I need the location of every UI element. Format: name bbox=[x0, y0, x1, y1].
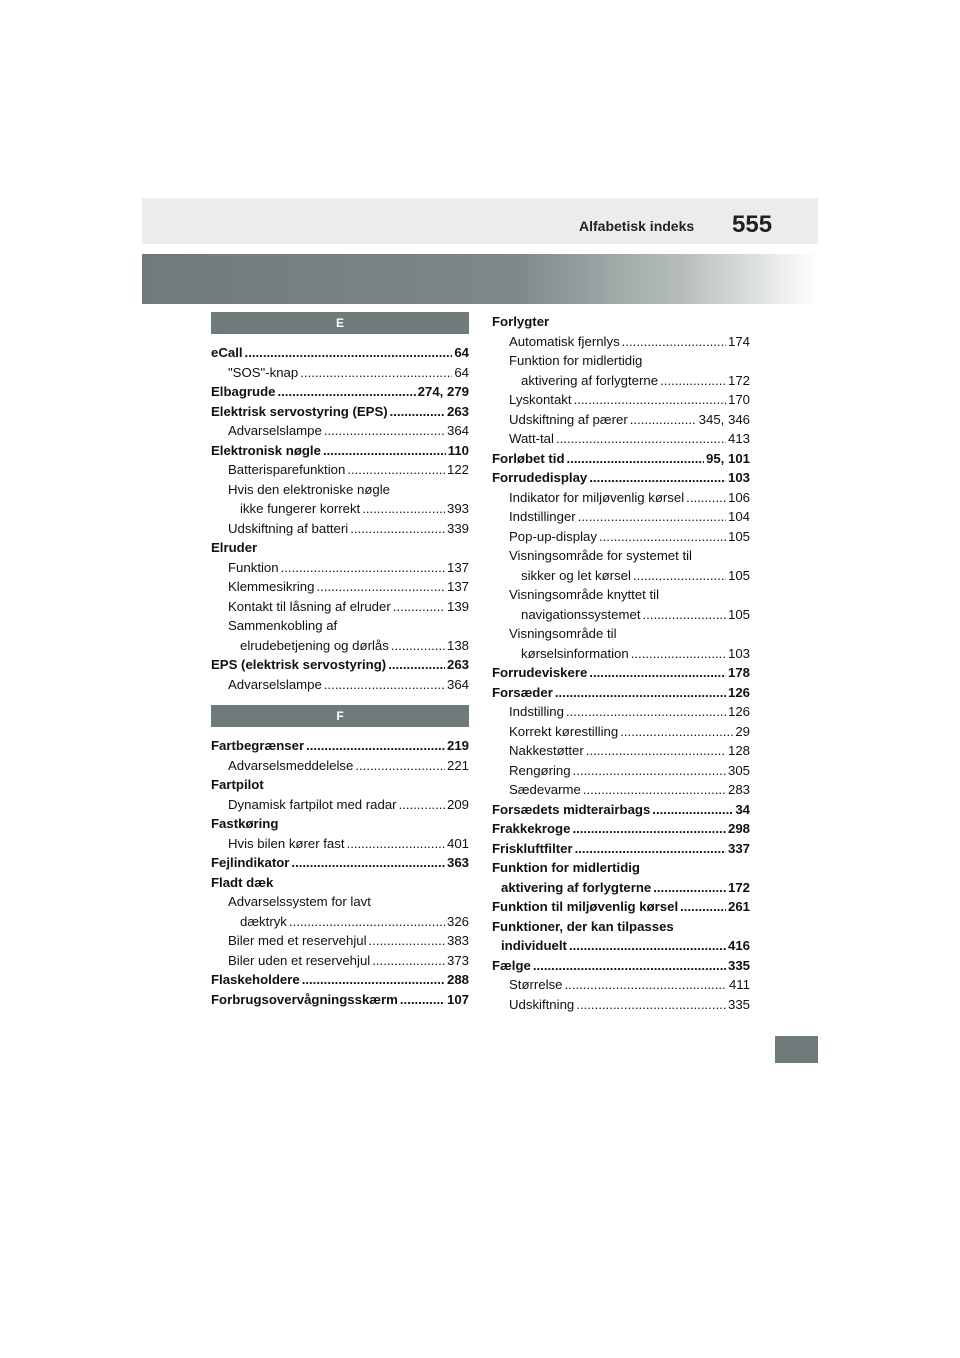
entry-page-ref: 103 bbox=[727, 470, 750, 485]
entry-label: Batterisparefunktion bbox=[228, 462, 346, 477]
dot-leader bbox=[578, 507, 726, 527]
index-entry bbox=[211, 597, 469, 617]
dot-leader bbox=[566, 702, 726, 722]
dot-leader bbox=[660, 371, 726, 391]
entry-page-ref: 345, 346 bbox=[698, 411, 750, 427]
index-entry bbox=[211, 675, 469, 695]
letter-heading: E bbox=[211, 312, 469, 334]
entry-label: Rengøring bbox=[509, 762, 571, 778]
entry-label: Forløbet tid bbox=[492, 450, 565, 466]
entry-page-ref: 335 bbox=[727, 996, 750, 1012]
entry-page-ref: 288 bbox=[446, 972, 469, 987]
dot-leader bbox=[390, 402, 445, 422]
dot-leader bbox=[622, 332, 726, 352]
dot-leader bbox=[391, 636, 445, 656]
entry-label: kørselsinformation bbox=[521, 645, 629, 661]
entry-page-ref: 106 bbox=[727, 489, 750, 505]
index-entry bbox=[492, 800, 750, 820]
index-column-left bbox=[211, 312, 469, 1009]
entry-label: Udskiftning af batteri bbox=[228, 520, 349, 536]
index-entry bbox=[211, 402, 469, 422]
index-entry bbox=[492, 956, 750, 976]
index-entry bbox=[492, 722, 750, 742]
entry-page-ref: 174 bbox=[727, 333, 750, 349]
index-heading-text: Visningsområde knyttet til bbox=[509, 587, 660, 602]
dot-leader bbox=[680, 897, 726, 917]
dot-leader bbox=[599, 527, 726, 547]
entry-label: Frakkekroge bbox=[492, 821, 571, 836]
entry-page-ref: 34 bbox=[735, 801, 750, 817]
index-entry bbox=[492, 975, 750, 995]
entry-page-ref: 364 bbox=[446, 423, 469, 438]
entry-page-ref: 29 bbox=[735, 723, 750, 739]
index-entry bbox=[492, 663, 750, 683]
index-entry bbox=[492, 449, 750, 469]
entry-label: Fejlindikator bbox=[211, 855, 290, 870]
entry-label: Friskluftfilter bbox=[492, 840, 573, 856]
spacer bbox=[211, 694, 469, 705]
dot-leader bbox=[633, 566, 726, 586]
entry-page-ref: 263 bbox=[446, 403, 469, 419]
dot-leader bbox=[574, 390, 726, 410]
dot-leader bbox=[350, 519, 445, 539]
index-entry bbox=[492, 702, 750, 722]
entry-label: Advarselslampe bbox=[228, 423, 322, 438]
entry-label: Watt-tal bbox=[509, 431, 554, 446]
index-entry bbox=[492, 468, 750, 488]
dot-leader bbox=[686, 488, 726, 508]
index-entry bbox=[211, 343, 469, 363]
index-heading-text: Elruder bbox=[211, 540, 258, 555]
entry-page-ref: 138 bbox=[446, 637, 469, 653]
page-number: 555 bbox=[732, 211, 773, 238]
entry-page-ref: 95, 101 bbox=[706, 450, 750, 466]
index-heading-text: Fladt dæk bbox=[211, 874, 274, 890]
dot-leader bbox=[572, 819, 726, 839]
index-entry bbox=[492, 819, 750, 839]
dot-leader bbox=[583, 780, 726, 800]
index-entry bbox=[211, 756, 469, 776]
index-entry bbox=[211, 970, 469, 990]
index-entry bbox=[211, 951, 469, 971]
entry-label: Korrekt kørestilling bbox=[509, 723, 619, 739]
entry-label: Udskiftning bbox=[509, 996, 575, 1012]
entry-label: eCall bbox=[211, 345, 243, 360]
entry-label: Forbrugsovervågningsskærm bbox=[211, 991, 398, 1007]
index-entry bbox=[211, 363, 469, 383]
entry-page-ref: 364 bbox=[446, 676, 469, 692]
dot-leader bbox=[362, 499, 445, 519]
entry-label: Funktion bbox=[228, 559, 279, 575]
index-entry bbox=[492, 995, 750, 1015]
dot-leader bbox=[388, 655, 445, 675]
dot-leader bbox=[277, 382, 415, 402]
entry-label: Biler uden et reservehjul bbox=[228, 952, 371, 968]
entry-page-ref: 221 bbox=[446, 757, 469, 773]
entry-page-ref: 107 bbox=[446, 991, 469, 1007]
index-entry bbox=[492, 566, 750, 586]
index-entry bbox=[211, 912, 469, 932]
entry-label: Forsæder bbox=[492, 684, 553, 700]
index-entry bbox=[211, 834, 469, 854]
entry-label: navigationssystemet bbox=[521, 606, 641, 622]
dot-leader bbox=[589, 468, 726, 488]
dot-leader bbox=[324, 675, 445, 695]
dot-leader bbox=[642, 605, 726, 625]
index-entry bbox=[492, 605, 750, 625]
entry-label: Automatisk fjernlys bbox=[509, 333, 620, 349]
index-entry bbox=[211, 519, 469, 539]
dot-leader bbox=[316, 577, 445, 597]
entry-page-ref: 137 bbox=[446, 559, 469, 575]
entry-label: Forrudedisplay bbox=[492, 470, 588, 485]
entry-page-ref: 170 bbox=[727, 392, 750, 407]
index-heading-text: Forlygter bbox=[492, 314, 550, 329]
dot-leader bbox=[245, 343, 453, 363]
entry-label: Indstilling bbox=[509, 704, 564, 719]
entry-label: Sædevarme bbox=[509, 782, 581, 797]
index-heading-text: Fartpilot bbox=[211, 777, 264, 792]
index-entry bbox=[492, 741, 750, 761]
entry-label: individuelt bbox=[501, 938, 567, 953]
entry-page-ref: 337 bbox=[727, 840, 750, 856]
entry-label: Pop-up-display bbox=[509, 528, 597, 544]
entry-page-ref: 172 bbox=[727, 879, 750, 895]
entry-label: Elektronisk nøgle bbox=[211, 442, 321, 458]
index-entry bbox=[211, 382, 469, 402]
dot-leader bbox=[653, 878, 726, 898]
index-entry bbox=[211, 655, 469, 675]
entry-label: Størrelse bbox=[509, 977, 563, 992]
dot-leader bbox=[289, 912, 445, 932]
index-entry bbox=[492, 488, 750, 508]
dot-leader bbox=[576, 995, 726, 1015]
entry-page-ref: 335 bbox=[727, 957, 750, 973]
dot-leader bbox=[575, 839, 726, 859]
dot-leader bbox=[556, 429, 726, 449]
dot-leader bbox=[399, 795, 445, 815]
entry-label: Indikator for miljøvenlig kørsel bbox=[509, 489, 685, 505]
entry-page-ref: 103 bbox=[727, 645, 750, 661]
entry-page-ref: 413 bbox=[727, 431, 750, 446]
dot-leader bbox=[281, 558, 445, 578]
dot-leader bbox=[567, 449, 704, 469]
entry-page-ref: 172 bbox=[727, 372, 750, 388]
entry-label: Biler med et reservehjul bbox=[228, 933, 367, 948]
letter-heading: F bbox=[211, 705, 469, 727]
entry-page-ref: 178 bbox=[727, 665, 750, 680]
entry-page-ref: 283 bbox=[727, 782, 750, 797]
entry-label: Indstillinger bbox=[509, 509, 576, 524]
entry-page-ref: 209 bbox=[446, 796, 469, 812]
entry-page-ref: 411 bbox=[728, 977, 750, 992]
index-entry bbox=[492, 527, 750, 547]
index-entry bbox=[492, 780, 750, 800]
section-title: Alfabetisk indeks bbox=[579, 218, 695, 234]
dot-leader bbox=[372, 951, 445, 971]
index-entry bbox=[492, 878, 750, 898]
index-entry bbox=[211, 421, 469, 441]
index-heading-text: Advarselssystem for lavt bbox=[228, 894, 371, 909]
dot-leader bbox=[291, 853, 445, 873]
dot-leader bbox=[324, 421, 445, 441]
dot-leader bbox=[300, 363, 452, 383]
entry-page-ref: 110 bbox=[447, 442, 469, 458]
entry-label: EPS (elektrisk servostyring) bbox=[211, 657, 387, 672]
entry-page-ref: 263 bbox=[446, 657, 469, 672]
dot-leader bbox=[533, 956, 726, 976]
entry-label: dæktryk bbox=[240, 913, 287, 929]
dot-leader bbox=[347, 834, 445, 854]
entry-label: aktivering af forlygterne bbox=[501, 879, 652, 895]
dot-leader bbox=[306, 736, 445, 756]
index-entry bbox=[211, 577, 469, 597]
entry-page-ref: 105 bbox=[727, 606, 750, 622]
index-column-right bbox=[492, 312, 750, 1014]
dot-leader bbox=[569, 936, 726, 956]
entry-label: ikke fungerer korrekt bbox=[240, 501, 361, 516]
index-entry bbox=[211, 931, 469, 951]
entry-page-ref: 105 bbox=[727, 528, 750, 544]
index-heading-text: Funktioner, der kan tilpasses bbox=[492, 918, 674, 934]
entry-page-ref: 383 bbox=[446, 933, 469, 948]
dot-leader bbox=[347, 460, 445, 480]
entry-page-ref: 122 bbox=[446, 462, 469, 477]
dot-leader bbox=[586, 741, 726, 761]
entry-label: elrudebetjening og dørlås bbox=[240, 637, 389, 653]
index-entry bbox=[492, 839, 750, 859]
index-entry bbox=[211, 558, 469, 578]
entry-label: Fælge bbox=[492, 957, 531, 973]
index-entry bbox=[492, 390, 750, 410]
entry-label: Fartbegrænser bbox=[211, 738, 305, 753]
entry-page-ref: 219 bbox=[446, 738, 469, 753]
entry-page-ref: 104 bbox=[727, 509, 750, 524]
entry-label: Nakkestøtter bbox=[509, 743, 584, 758]
index-heading-text: Fastkøring bbox=[211, 816, 279, 831]
dot-leader bbox=[369, 931, 445, 951]
dot-leader bbox=[565, 975, 727, 995]
index-entry bbox=[492, 644, 750, 664]
entry-label: Forsædets midterairbags bbox=[492, 801, 651, 817]
index-heading-text: Sammenkobling af bbox=[228, 618, 338, 633]
entry-page-ref: 401 bbox=[446, 835, 469, 851]
entry-page-ref: 128 bbox=[727, 743, 750, 758]
index-entry bbox=[492, 897, 750, 917]
entry-page-ref: 326 bbox=[446, 913, 469, 929]
entry-page-ref: 64 bbox=[454, 345, 469, 360]
entry-label: aktivering af forlygterne bbox=[521, 372, 659, 388]
dot-leader bbox=[555, 683, 726, 703]
entry-label: Advarselsmeddelelse bbox=[228, 757, 354, 773]
dot-leader bbox=[393, 597, 445, 617]
index-entry bbox=[211, 853, 469, 873]
index-entry bbox=[211, 736, 469, 756]
dot-leader bbox=[620, 722, 733, 742]
entry-page-ref: 139 bbox=[446, 598, 469, 614]
dot-leader bbox=[400, 990, 445, 1010]
entry-label: sikker og let kørsel bbox=[521, 567, 631, 583]
entry-page-ref: 339 bbox=[446, 520, 469, 536]
index-entry bbox=[211, 441, 469, 461]
entry-page-ref: 305 bbox=[727, 762, 750, 778]
entry-label: Elektrisk servostyring (EPS) bbox=[211, 403, 388, 419]
entry-label: Forrudeviskere bbox=[492, 665, 588, 680]
entry-label: Udskiftning af pærer bbox=[509, 411, 628, 427]
entry-label: Lyskontakt bbox=[509, 392, 572, 407]
entry-page-ref: 298 bbox=[727, 821, 750, 836]
index-entry bbox=[211, 990, 469, 1010]
dot-leader bbox=[589, 663, 726, 683]
index-entry bbox=[492, 429, 750, 449]
index-entry bbox=[211, 460, 469, 480]
header-bar bbox=[142, 198, 818, 244]
index-entry bbox=[211, 499, 469, 519]
index-entry bbox=[492, 507, 750, 527]
dot-leader bbox=[355, 756, 445, 776]
entry-label: Advarselslampe bbox=[228, 676, 322, 692]
chapter-tab bbox=[775, 1036, 818, 1063]
entry-page-ref: 126 bbox=[727, 704, 750, 719]
index-entry bbox=[492, 683, 750, 703]
index-entry bbox=[492, 371, 750, 391]
entry-label: Dynamisk fartpilot med radar bbox=[228, 796, 397, 812]
entry-page-ref: 393 bbox=[446, 501, 469, 516]
entry-page-ref: 137 bbox=[446, 579, 469, 594]
index-heading-text: Visningsområde for systemet til bbox=[509, 548, 692, 563]
index-entry bbox=[492, 332, 750, 352]
index-heading-text: Hvis den elektroniske nøgle bbox=[228, 481, 390, 497]
entry-label: Funktion til miljøvenlig kørsel bbox=[492, 899, 679, 914]
index-entry bbox=[492, 936, 750, 956]
index-entry bbox=[492, 761, 750, 781]
dot-leader bbox=[631, 644, 726, 664]
index-entry bbox=[492, 410, 750, 430]
entry-page-ref: 416 bbox=[727, 938, 750, 953]
index-heading-text: Funktion for midlertidig bbox=[509, 353, 643, 368]
entry-label: "SOS"-knap bbox=[228, 364, 299, 380]
entry-label: Flaskeholdere bbox=[211, 972, 300, 987]
entry-page-ref: 64 bbox=[454, 364, 469, 380]
index-entry bbox=[211, 636, 469, 656]
entry-label: Klemmesikring bbox=[228, 579, 315, 594]
dot-leader bbox=[573, 761, 726, 781]
dot-leader bbox=[302, 970, 445, 990]
index-heading-text: Visningsområde til bbox=[509, 626, 617, 641]
spacer bbox=[211, 727, 469, 736]
entry-label: Elbagrude bbox=[211, 384, 276, 399]
entry-page-ref: 105 bbox=[727, 567, 750, 583]
entry-page-ref: 126 bbox=[727, 684, 750, 700]
entry-page-ref: 363 bbox=[446, 855, 469, 870]
dot-leader bbox=[323, 441, 446, 461]
dot-leader bbox=[630, 410, 697, 430]
decorative-band bbox=[142, 254, 818, 304]
spacer bbox=[211, 334, 469, 343]
entry-label: Kontakt til låsning af elruder bbox=[228, 598, 391, 614]
entry-page-ref: 274, 279 bbox=[417, 384, 469, 399]
entry-page-ref: 261 bbox=[727, 899, 750, 914]
entry-label: Hvis bilen kører fast bbox=[228, 835, 345, 851]
entry-page-ref: 373 bbox=[446, 952, 469, 968]
dot-leader bbox=[652, 800, 733, 820]
index-entry bbox=[211, 795, 469, 815]
index-heading-text: Funktion for midlertidig bbox=[492, 860, 640, 875]
